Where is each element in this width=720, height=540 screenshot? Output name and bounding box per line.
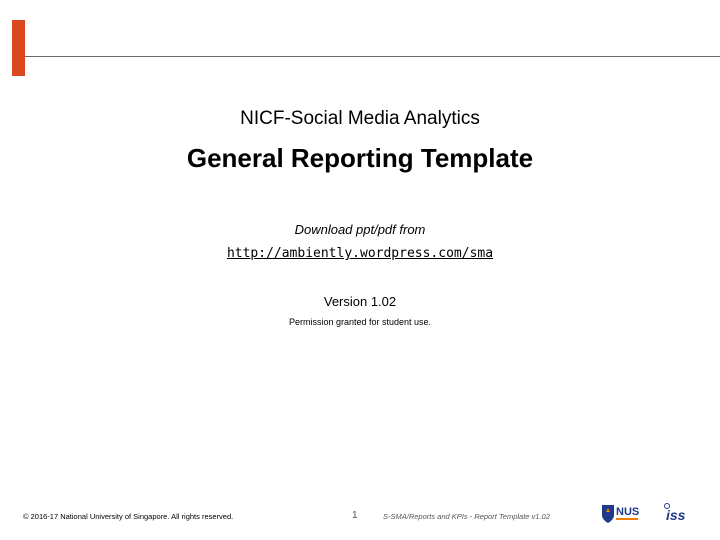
iss-logo (660, 502, 695, 526)
download-text: Download ppt/pdf from (294, 222, 426, 237)
link-container (0, 245, 720, 261)
footer-page-number: 1 (352, 510, 358, 521)
version-text: Version 1.02 (323, 294, 397, 309)
wordpress-link[interactable]: http://ambiently.wordpress.com/sma (226, 246, 494, 261)
slide-title: General Reporting Template (186, 143, 534, 173)
footer-reference: S-SMA/Reports and KPIs - Report Template v1.02 (383, 512, 550, 521)
iss-logo-text: iss (666, 507, 686, 523)
top-rule (25, 56, 720, 57)
footer-copyright: © 2016-17 National University of Singapore. All rights reserved. (23, 512, 234, 521)
nus-logo-text: NUS (616, 506, 640, 518)
permission-text: Permission granted for student use. (288, 317, 432, 327)
accent-bar (12, 20, 25, 76)
slide-subtitle: NICF-Social Media Analytics (240, 108, 480, 129)
nus-logo (600, 502, 650, 526)
